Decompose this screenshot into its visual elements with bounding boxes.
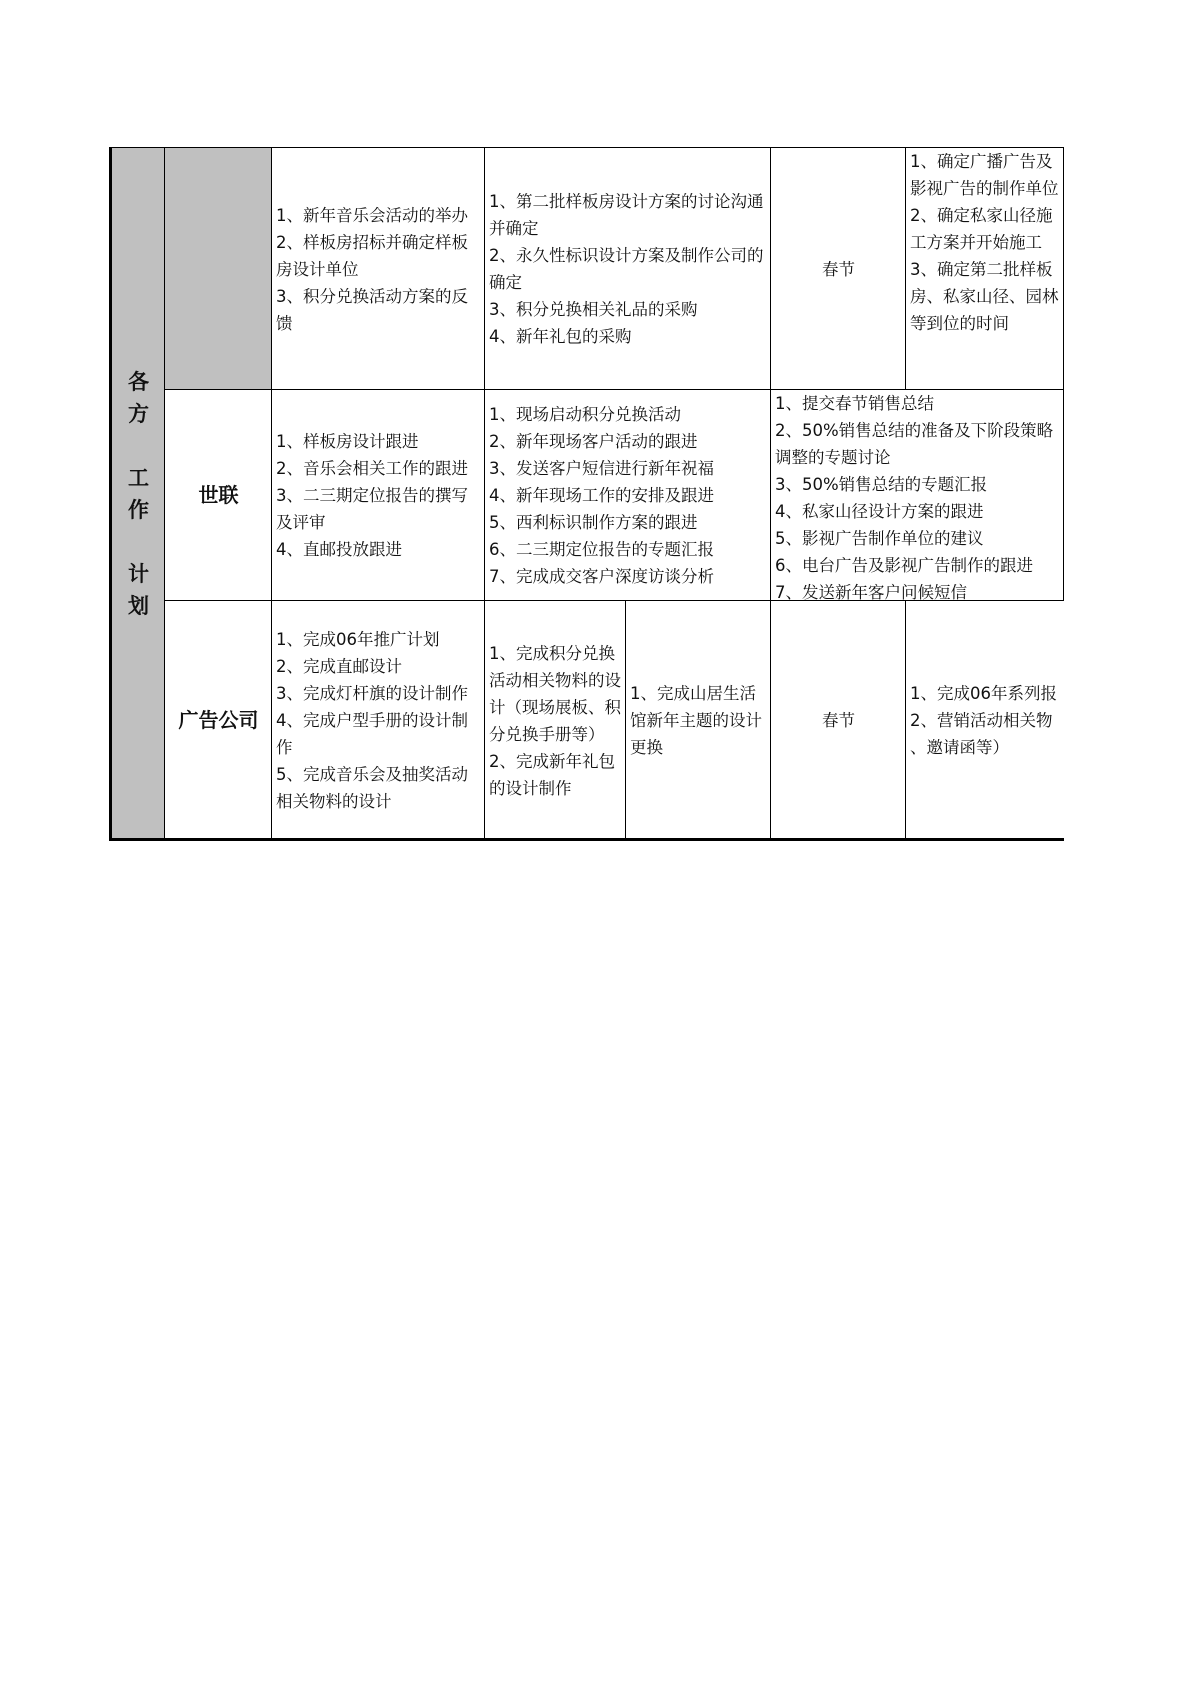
list-item: 1、完成06年推广计划 — [276, 630, 440, 649]
list-item: 2、完成直邮设计 — [276, 657, 402, 676]
list-item: 2、样板房招标并确定样板房设计单位 — [276, 232, 468, 279]
list-item: 3、积分兑换活动方案的反馈 — [276, 286, 468, 333]
list-item: 5、影视广告制作单位的建议 — [775, 529, 984, 548]
row1-col3 — [484, 147, 771, 390]
list-item: 7、完成成交客户深度访谈分析 — [489, 567, 714, 586]
list-item: 2、新年现场客户活动的跟进 — [489, 432, 698, 451]
list-item: 1、新年音乐会活动的举办 — [276, 205, 468, 225]
section-label-char: 计 — [128, 562, 149, 586]
section-label-char: 各 — [128, 370, 149, 394]
list-item: 1、完成06年系列报 — [910, 684, 1057, 703]
list-item: 3、50%销售总结的专题汇报 — [775, 475, 988, 494]
row2-col2 — [271, 389, 485, 601]
row3-col5 — [905, 600, 1064, 840]
party-name: 世联 — [198, 483, 239, 507]
list-item: 4、新年现场工作的安排及跟进 — [489, 486, 714, 505]
list-item: 2、音乐会相关工作的跟进 — [276, 459, 468, 478]
list-item: 7、发送新年客户问候短信 — [775, 583, 967, 601]
holiday-label: 春节 — [822, 259, 855, 279]
list-item: 3、完成灯杆旗的设计制作 — [276, 684, 468, 703]
list-item: 1、现场启动积分兑换活动 — [489, 405, 681, 424]
list-item: 5、完成音乐会及抽奖活动相关物料的设计 — [276, 765, 468, 811]
list-item: 3、二三期定位报告的撰写及评审 — [276, 486, 468, 532]
row1-col4 — [770, 147, 906, 390]
section-label-char — [128, 526, 149, 558]
row3-col4 — [770, 600, 906, 840]
list-item: 6、电台广告及影视广告制作的跟进 — [775, 556, 1033, 575]
row3-col2 — [271, 600, 485, 840]
section-label-char — [128, 430, 149, 462]
list-item: 1、确定广播广告及影视广告的制作单位 — [910, 152, 1059, 198]
list-item: 5、西利标识制作方案的跟进 — [489, 513, 698, 532]
list-item: 2、确定私家山径施工方案并开始施工 — [910, 206, 1053, 252]
list-item: 2、营销活动相关物 — [910, 711, 1053, 730]
list-item: 1、完成积分兑换活动相关物料的设计（现场展板、积分兑换手册等） — [489, 643, 621, 744]
section-label-char: 划 — [128, 594, 149, 618]
list-item: 4、私家山径设计方案的跟进 — [775, 502, 984, 521]
row2-col45 — [770, 389, 1064, 601]
list-item: 4、完成户型手册的设计制作 — [276, 711, 468, 757]
row1-col2 — [271, 147, 485, 390]
list-item: 1、提交春节销售总结 — [775, 394, 934, 413]
list-item: 3、积分兑换相关礼品的采购 — [489, 300, 698, 319]
section-label-cell — [109, 147, 165, 840]
section-label-char: 工 — [128, 466, 149, 490]
section-label-char: 方 — [128, 402, 149, 426]
list-item: 1、完成山居生活馆新年主题的设计更换 — [630, 684, 762, 757]
party-cell-row1 — [164, 147, 272, 390]
list-item: 4、新年礼包的采购 — [489, 327, 632, 346]
list-item: 2、50%销售总结的准备及下阶段策略调整的专题讨论 — [775, 421, 1054, 467]
list-item: 2、永久性标识设计方案及制作公司的确定 — [489, 246, 764, 292]
party-cell-shilian — [164, 389, 272, 601]
list-item: 1、样板房设计跟进 — [276, 432, 419, 451]
row3-col3a — [484, 600, 626, 840]
table-bottom-border — [109, 838, 1064, 841]
list-item: 3、发送客户短信进行新年祝福 — [489, 459, 714, 478]
list-item: 2、完成新年礼包的设计制作 — [489, 751, 615, 798]
party-cell-ad-agency — [164, 600, 272, 840]
row2-col3 — [484, 389, 771, 601]
section-label-char: 作 — [128, 498, 149, 522]
list-item: 6、二三期定位报告的专题汇报 — [489, 540, 714, 559]
holiday-label: 春节 — [822, 711, 855, 730]
list-item: 3、确定第二批样板房、私家山径、园林等到位的时间 — [910, 260, 1059, 333]
list-item: 、邀请函等） — [910, 738, 1009, 757]
section-label — [128, 366, 149, 622]
list-item: 1、第二批样板房设计方案的讨论沟通并确定 — [489, 192, 764, 238]
row1-col5 — [905, 147, 1064, 390]
list-item: 4、直邮投放跟进 — [276, 540, 402, 559]
party-name: 广告公司 — [178, 708, 259, 732]
row3-col3b — [625, 600, 771, 840]
